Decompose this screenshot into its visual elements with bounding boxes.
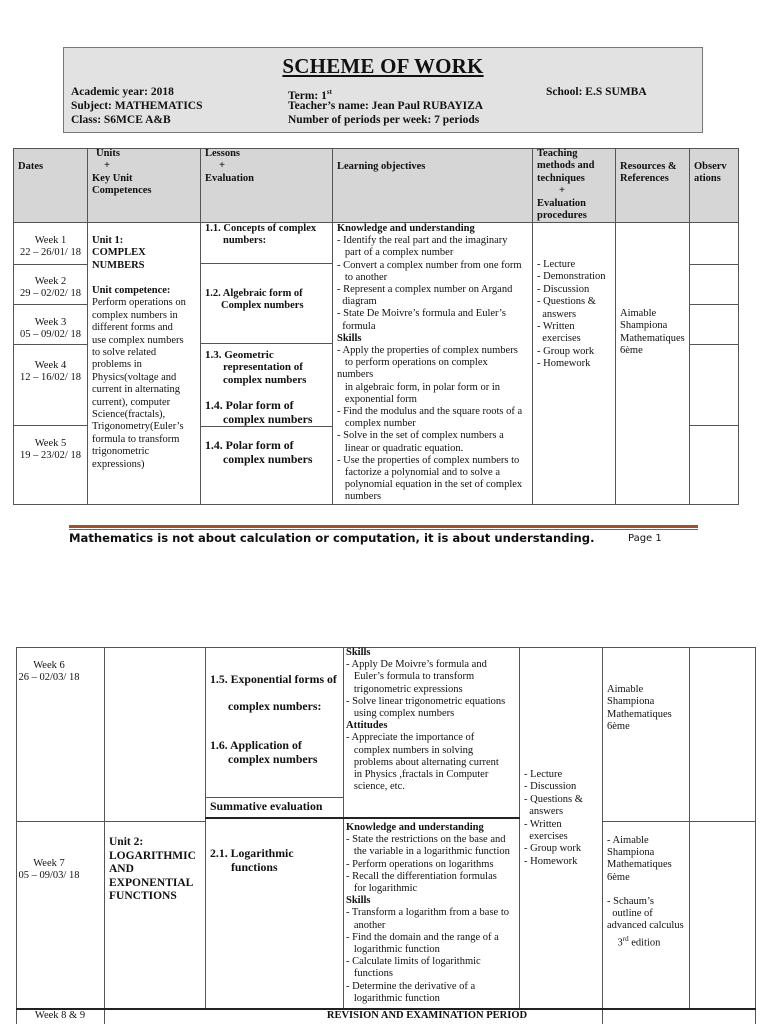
- footer-rule: [69, 525, 698, 528]
- resource-line: Shampiona: [620, 320, 668, 332]
- competence-line: different forms and: [92, 322, 173, 334]
- method-line: - Demonstration: [537, 271, 606, 283]
- objective-line: functions: [346, 968, 393, 980]
- page-number: Page 1: [628, 533, 662, 544]
- week-3: Week 3 05 – 09/02/ 18: [20, 317, 81, 341]
- resource-line: [607, 884, 684, 896]
- objective-line: factorize a polynomial and to solve a: [337, 467, 500, 479]
- resource-line: 6ème: [607, 871, 630, 883]
- learning-objectives-7: Knowledge and understanding - State the restrictions on the base and the variable in a logarithmic function - Perform operations on logarithms - Recall the differentiation formulas for logarithmic Skills - Transform a logarithm from a base to another - Find the domain and the range of a logarithmic function - Calculate limits of logarithmic functions - Determine the derivative of a logarithmic function: [346, 822, 510, 1004]
- objective-line: science, etc.: [346, 781, 405, 793]
- objective-line: polynomial equation in the set of complex: [337, 479, 523, 491]
- week-5: Week 5 19 – 23/02/ 18: [20, 438, 81, 462]
- objective-line: - Recall the differentiation formulas: [346, 870, 497, 882]
- objective-line: using complex numbers: [346, 708, 455, 720]
- objective-line: diagram: [337, 296, 377, 308]
- objective-line: - Determine the derivative of a: [346, 980, 476, 992]
- objective-line: another: [346, 919, 386, 931]
- document-title: SCHEME OF WORK: [282, 54, 484, 78]
- resources-1: [620, 308, 685, 358]
- header-resources: Resources & References: [620, 161, 677, 185]
- method-line: - Homework: [537, 358, 591, 370]
- class: Class: S6MCE A&B: [71, 114, 171, 126]
- objective-line: for logarithmic: [346, 883, 418, 895]
- objective-line: to another: [337, 271, 388, 283]
- week-2: Week 2 29 – 02/02/ 18: [20, 276, 81, 300]
- resource-line: Mathematiques: [607, 708, 672, 720]
- objective-line: to perform operations on complex: [337, 357, 488, 369]
- objective-line: - Find the modulus and the square roots of a: [337, 406, 523, 418]
- lesson-1-5-cont: complex numbers:: [228, 699, 322, 713]
- competence-line: Trigonometry(Euler’s: [92, 421, 184, 433]
- header-objectives: Learning objectives: [337, 161, 426, 172]
- header-teaching: Teaching methods and techniques + Evaluation procedures: [537, 148, 595, 222]
- objective-line: - Transform a logarithm from a base to: [346, 907, 510, 919]
- lesson-1-4: 1.4. Polar form of complex numbers: [205, 398, 313, 426]
- resource-line: 6ème: [620, 345, 643, 357]
- objective-line: numbers: [337, 491, 382, 503]
- week-4: Week 4 12 – 16/02/ 18: [20, 360, 81, 384]
- unit-1-title: Unit 1: COMPLEX NUMBERS: [92, 235, 146, 271]
- lesson-1-4-repeat: 1.4. Polar form of complex numbers: [205, 438, 313, 466]
- learning-objectives-1: Knowledge and understanding - Identify the real part and the imaginary part of a complex number - Convert a complex number from one form to another - Represent a complex number on Argand diagram - State De Moivre’s formula and Euler’s formula Skills - Apply the properties of complex numbers to perform operations on complex numbers in algebraic form, in polar form or in exponential form - Find the modulus and the square roots of a complex number - Solve in the set of complex numbers a linear or quadratic equation. - Use the properties of complex numbers to factorize a polynomial and to solve a polynomial equation in the set of complex numbers: [337, 223, 523, 503]
- footer-rule-thin: [69, 529, 698, 530]
- objective-line: - Apply De Moivre’s formula and: [346, 659, 487, 671]
- method-line: answers: [524, 806, 564, 818]
- subject: Subject: MATHEMATICS: [71, 100, 203, 112]
- method-line: - Homework: [524, 855, 578, 867]
- objective-line: - Perform operations on logarithms: [346, 858, 494, 870]
- resource-line: 3rd edition: [607, 934, 661, 949]
- method-line: - Questions &: [524, 793, 583, 805]
- objective-line: - Solve in the set of complex numbers a: [337, 430, 504, 442]
- unit-2-title: Unit 2: LOGARITHMIC AND EXPONENTIAL FUNCTIONS: [109, 836, 196, 902]
- method-line: exercises: [524, 831, 568, 843]
- objective-line: the variable in a logarithmic function: [346, 846, 510, 858]
- objective-line: formula: [337, 320, 376, 332]
- objective-line: - Solve linear trigonometric equations: [346, 695, 506, 707]
- lesson-1-2: 1.2. Algebraic form of Complex numbers: [205, 288, 304, 312]
- resource-line: Aimable: [607, 684, 644, 695]
- method-line: - Group work: [537, 345, 595, 357]
- objective-line: trigonometric expressions: [346, 683, 463, 695]
- resource-line: Aimable: [620, 308, 657, 319]
- objective-line: - Convert a complex number from one form: [337, 259, 522, 271]
- objective-line: - Apply the properties of complex numbers: [337, 345, 518, 357]
- method-line: - Discussion: [524, 781, 577, 793]
- competence-line: Science(fractals),: [92, 409, 166, 421]
- unit-1-competence: Unit competence: Perform operations on complex numbers in different forms and use complex numbers to solve related problems in Physics(voltage and current in alternating current), computer Science(fractals), Trigonometry(Euler’s formula to transform trigonometric expressions): [92, 285, 186, 470]
- competence-line: Physics(voltage and: [92, 371, 177, 383]
- objective-line: problems about alternating current: [346, 756, 499, 768]
- objective-line: part of a complex number: [337, 247, 454, 259]
- footer-motto: Mathematics is not about calculation or computation, it is about understanding.: [69, 531, 595, 545]
- method-line: - Group work: [524, 843, 582, 855]
- objective-line: - Appreciate the importance of: [346, 732, 475, 744]
- resource-line: Mathematiques: [607, 859, 672, 871]
- teaching-methods-2: [524, 769, 583, 868]
- resource-line: - Schaum’s: [607, 896, 654, 908]
- lesson-1-3: 1.3. Geometric representation of complex numbers: [205, 349, 307, 386]
- method-line: - Lecture: [537, 259, 576, 270]
- objective-line: - Find the domain and the range of a: [346, 931, 499, 943]
- teacher-name: Teacher’s name: Jean Paul RUBAYIZA: [288, 100, 484, 112]
- method-line: answers: [537, 308, 577, 320]
- lesson-1-1: 1.1. Concepts of complex numbers:: [205, 223, 317, 247]
- periods-per-week: Number of periods per week: 7 periods: [288, 114, 480, 126]
- competence-line: complex numbers in: [92, 309, 178, 321]
- method-line: - Questions &: [537, 296, 596, 308]
- header-units: Units + Key Unit Competences: [92, 148, 152, 197]
- revision-period: REVISION AND EXAMINATION PERIOD: [326, 1010, 528, 1021]
- header-observations: Observ ations: [694, 161, 727, 185]
- resource-line: Shampiona: [607, 847, 655, 859]
- academic-year: Academic year: 2018: [71, 86, 174, 98]
- objective-line: logarithmic function: [346, 944, 440, 956]
- resource-line: 6ème: [607, 721, 630, 733]
- week-6: Week 6 26 – 02/03/ 18: [18, 660, 80, 684]
- objective-line: Euler’s formula to transform: [346, 671, 475, 683]
- competence-line: trigonometric: [92, 446, 150, 458]
- competence-line: current in alternating: [92, 384, 181, 396]
- week-1: Week 1 22 – 26/01/ 18: [20, 235, 81, 259]
- learning-objectives-6: Skills - Apply De Moivre’s formula and Euler’s formula to transform trigonometric expressions - Solve linear trigonometric equations using complex numbers Attitudes - Appreciate the importance of complex numbers in solving problems about alternating current in Physics ,fractals in Computer science, etc.: [346, 647, 506, 793]
- lesson-2-1: 2.1. Logarithmic functions: [210, 846, 294, 874]
- objective-line: - State De Moivre’s formula and Euler’s: [337, 308, 506, 320]
- header-dates: Dates: [18, 161, 44, 172]
- objective-line: numbers: [337, 369, 374, 381]
- resources-6: [607, 684, 672, 734]
- summative-evaluation: Summative evaluation: [210, 799, 323, 813]
- competence-line: to solve related: [92, 347, 157, 359]
- objective-line: logarithmic function: [346, 992, 440, 1004]
- header-box: [63, 47, 703, 133]
- objective-line: linear or quadratic equation.: [337, 442, 464, 454]
- competence-line: problems in: [92, 359, 142, 371]
- competence-line: current), computer: [92, 396, 171, 408]
- week-8-9: Week 8 & 9: [34, 1010, 86, 1021]
- objective-line: - State the restrictions on the base and: [346, 834, 506, 846]
- objective-line: in algebraic form, in polar form or in: [337, 381, 500, 393]
- resource-line: Shampiona: [607, 696, 655, 708]
- resources-7: [607, 835, 684, 949]
- lesson-1-5: 1.5. Exponential forms of: [210, 672, 337, 686]
- objective-line: complex numbers in solving: [346, 744, 474, 756]
- objective-line: complex number: [337, 418, 416, 430]
- method-line: exercises: [537, 333, 581, 345]
- competence-line: use complex numbers: [92, 334, 184, 346]
- week-7: Week 7 05 – 09/03/ 18: [18, 858, 80, 882]
- objective-line: in Physics ,fractals in Computer: [346, 769, 489, 781]
- method-line: - Written: [524, 818, 562, 830]
- resource-line: outline of: [607, 908, 653, 920]
- method-line: - Written: [537, 321, 575, 333]
- objective-line: - Identify the real part and the imaginary: [337, 235, 508, 247]
- objective-line: - Use the properties of complex numbers to: [337, 454, 520, 466]
- objective-line: - Calculate limits of logarithmic: [346, 956, 481, 968]
- competence-line: Perform operations on: [92, 297, 186, 309]
- term: Term: 1st: [288, 88, 332, 102]
- header-lessons: Lessons + Evaluation: [205, 148, 255, 184]
- resource-line: - Aimable: [607, 835, 649, 846]
- resource-line: advanced calculus: [607, 920, 684, 932]
- method-line: - Lecture: [524, 769, 563, 780]
- competence-line: expressions): [92, 458, 145, 470]
- objective-line: exponential form: [337, 393, 417, 405]
- method-line: - Discussion: [537, 283, 590, 295]
- resource-line: Mathematiques: [620, 332, 685, 344]
- school: School: E.S SUMBA: [546, 86, 647, 98]
- lesson-1-6: 1.6. Application of complex numbers: [210, 738, 318, 766]
- objective-line: - Represent a complex number on Argand: [337, 284, 513, 296]
- teaching-methods-1: [537, 259, 606, 371]
- competence-line: formula to transform: [92, 433, 180, 445]
